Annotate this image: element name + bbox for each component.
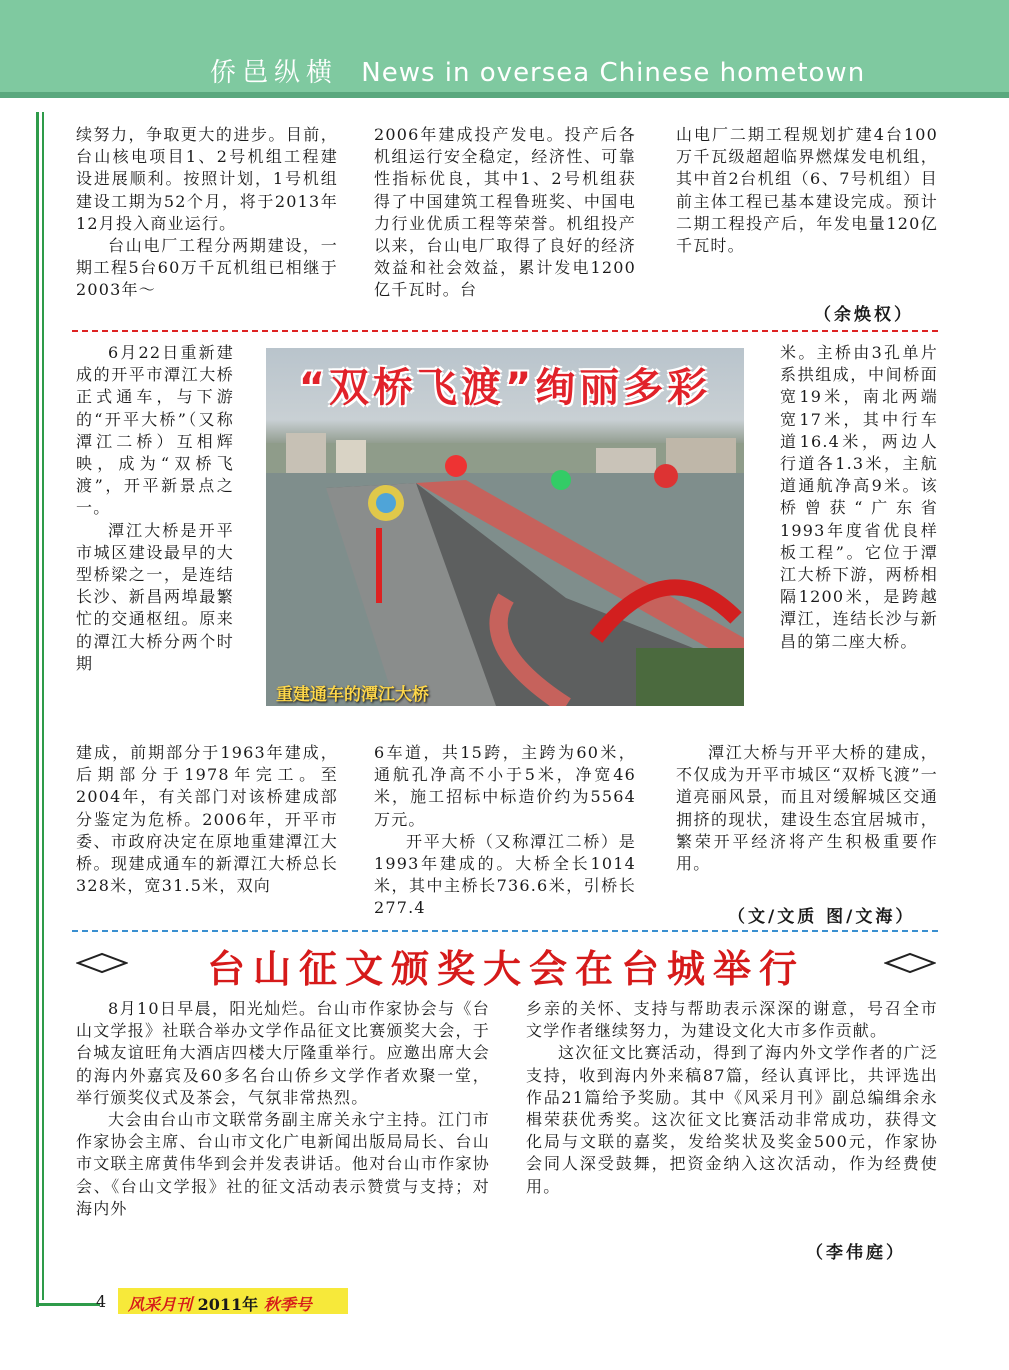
issue-year: 2011年 bbox=[197, 1295, 259, 1314]
footer-text bbox=[128, 1292, 312, 1315]
paragraph: 米。主桥由3孔单片系拱组成，中间桥面宽19米，南北两端宽17米，其中行车道16.4米，两边人行道各1.3米，主航道通航净高9米。该桥曾获“广东省1993年度省优良样板工程”。它位于潭江大桥下游，两桥相隔1200米，是跨越潭江，连结长沙与新昌的第二座大桥。 bbox=[780, 343, 938, 651]
paragraph: 山电厂二期工程规划扩建4台100万千瓦级超超临界燃煤发电机组，其中首2台机组（6、7号机组）目前主体工程已基本建设完成。预计二期工程投产后，年发电量120亿千瓦时。 bbox=[676, 125, 938, 256]
paragraph: 6月22日重新建成的开平市潭江大桥正式通车，与下游的“开平大桥”（又称潭江二桥）互相辉映，成为“双桥飞渡”，开平新景点之一。 bbox=[76, 343, 234, 518]
section-title-cn: 侨邑纵横 bbox=[210, 58, 339, 88]
bridge-article-col-mid-bottom bbox=[374, 742, 636, 920]
issue-season: 秋季号 bbox=[263, 1295, 312, 1314]
paragraph: 续努力，争取更大的进步。目前，台山核电项目1、2号机组工程建设进展顺利。按照计划，1号机组建设工期为52个月，将于2013年12月投入商业运行。 bbox=[76, 125, 338, 233]
top-article-col2 bbox=[374, 124, 636, 302]
paragraph: 潭江大桥与开平大桥的建成，不仅成为开平市城区“双桥飞渡”一道亮丽风景，而且对缓解城区交通拥挤的现状，建设生态宜居城市，繁荣开平经济将产生积极重要作用。 bbox=[676, 743, 938, 874]
bridge-article-col-right-bottom bbox=[676, 742, 938, 875]
award-headline-wrap bbox=[76, 938, 936, 991]
paragraph: 潭江大桥是开平市城区建设最早的大型桥梁之一，是连结长沙、新昌两埠最繁忙的交通枢纽。原来的潭江大桥分两个时期 bbox=[76, 520, 234, 673]
award-headline: 台山征文颁奖大会在台城举行 bbox=[206, 946, 805, 991]
award-article-col-right bbox=[526, 998, 938, 1198]
magazine-name: 风采月刊 bbox=[128, 1295, 193, 1314]
top-article-col3 bbox=[676, 124, 938, 257]
photo-caption: 重建通车的潭江大桥 bbox=[276, 685, 429, 705]
bridge-article-col-right bbox=[780, 342, 938, 653]
paragraph: 这次征文比赛活动，得到了海内外文学作者的广泛支持，收到海内外来稿87篇，经认真评比，共评选出作品21篇给予奖励。其中《风采月刊》副总编缉余永楫荣获优秀奖。这次征文比赛活动非常成功，获得文化局与文联的嘉奖，发给奖状及奖金500元，作家协会同人深受鼓舞，把资金纳入这次活动，作为经费使用。 bbox=[526, 1043, 938, 1196]
diamond-ornament-icon bbox=[884, 952, 936, 974]
section-title-en: News in oversea Chinese hometown bbox=[361, 58, 866, 88]
bridge-photo bbox=[266, 348, 744, 706]
header-bar bbox=[0, 92, 1009, 98]
paragraph: 8月10日早晨，阳光灿烂。台山市作家协会与《台山文学报》社联合举办文学作品征文比赛颁奖大会，于台城友谊旺角大酒店四楼大厅隆重举行。应邀出席大会的海内外嘉宾及60多名台山侨乡文学作者欢聚一堂，举行颁奖仪式及茶会，气氛非常热烈。 bbox=[76, 999, 490, 1107]
photo-title: “双桥飞渡”绚丽多彩 bbox=[298, 365, 712, 411]
page-number: 4 bbox=[96, 1292, 107, 1311]
left-border-rule bbox=[36, 112, 39, 1307]
paragraph: 大会由台山市文联常务副主席关永宁主持。江门市作家协会主席、台山市文化广电新闻出版局局长、台山市文联主席黄伟华到会并发表讲话。他对台山市作家协会、《台山文学报》社的征文活动表示赞赏与支持；对海内外 bbox=[76, 1110, 490, 1218]
bridge-article-col-left bbox=[76, 342, 234, 675]
bridge-article-col-left-bottom bbox=[76, 742, 338, 897]
paragraph: 乡亲的关怀、支持与帮助表示深深的谢意，号召全市文学作者继续努力，为建设文化大市多作贡献。 bbox=[526, 999, 938, 1041]
bottom-border-rule bbox=[36, 1303, 100, 1306]
section-divider bbox=[72, 930, 938, 932]
top-article-signature: （余焕权） bbox=[814, 305, 914, 325]
award-article-col-left bbox=[76, 998, 490, 1220]
paragraph: 建成，前期部分于1963年建成，后期部分于1978年完工。至2004年，有关部门对该桥建成部分鉴定为危桥。2006年，开平市委、市政府决定在原地重建潭江大桥。现建成通车的新潭江大桥总长328米，宽31.5米，双向 bbox=[76, 743, 338, 896]
top-article-col1 bbox=[76, 124, 338, 302]
bridge-article-signature: （文/文质 图/文海） bbox=[728, 907, 916, 927]
paragraph: 2006年建成投产发电。投产后各机组运行安全稳定，经济性、可靠性指标优良，其中1、2号机组获得了中国建筑工程鲁班奖、中国电力行业优质工程等荣誉。机组投产以来，台山电厂取得了良好的经济效益和社会效益，累计发电1200亿千瓦时。台 bbox=[374, 125, 636, 300]
award-article-signature: （李伟庭） bbox=[806, 1243, 906, 1263]
paragraph: 6车道，共15跨，主跨为60米，通航孔净高不小于5米，净宽46米，施工招标中标造价约为5564万元。 bbox=[374, 743, 636, 829]
section-title bbox=[210, 52, 865, 89]
paragraph: 开平大桥（又称潭江二桥）是1993年建成的。大桥全长1014米，其中主桥长736.6米，引桥长277.4 bbox=[374, 831, 636, 918]
paragraph: 台山电厂工程分两期建设，一期工程5台60万千瓦机组已相继于2003年～ bbox=[76, 236, 338, 300]
left-border-rule-inner bbox=[42, 112, 44, 1300]
section-divider bbox=[72, 330, 938, 332]
